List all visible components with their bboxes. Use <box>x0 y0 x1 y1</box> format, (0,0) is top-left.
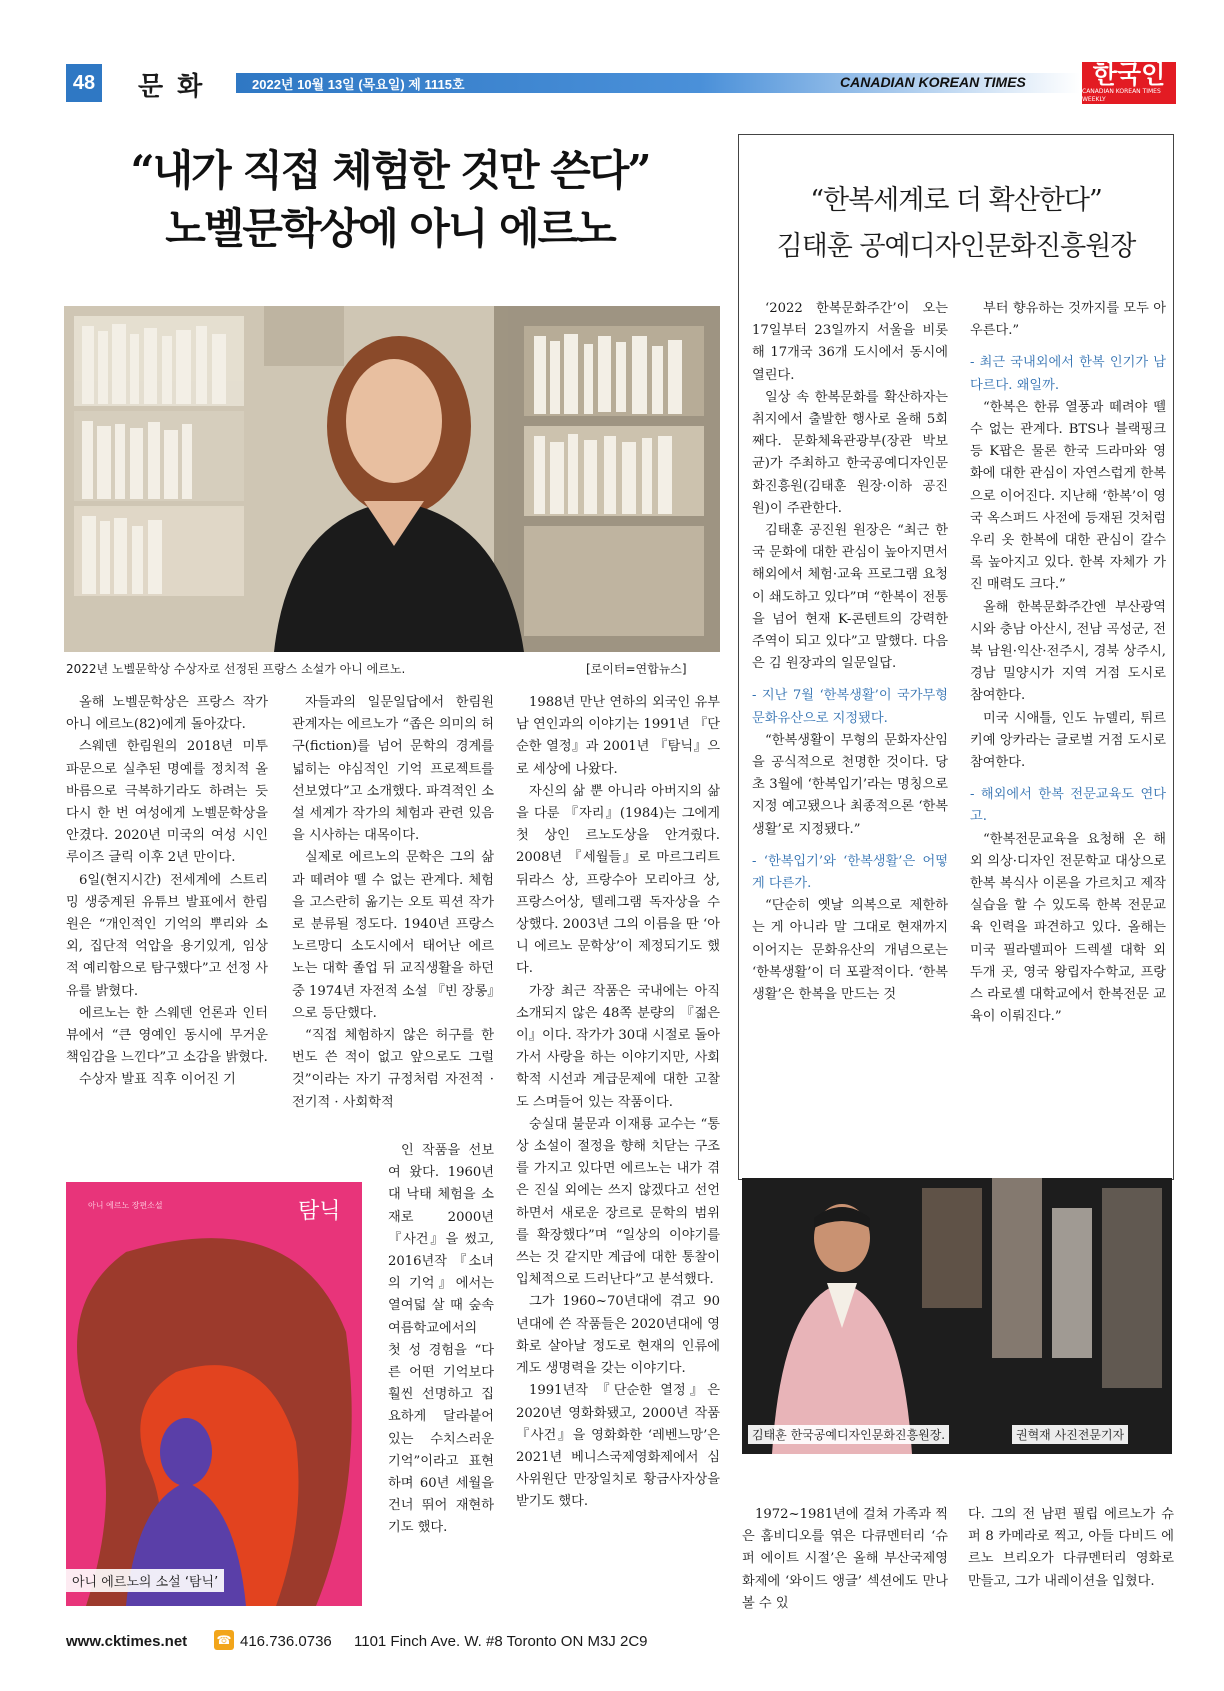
paragraph: 올해 한복문화주간엔 부산광역시와 충남 아산시, 전남 곡성군, 전북 남원·익산·전주시, 경북 상주시, 경남 밀양시가 지역 거점 도시로 참여한다. <box>970 599 1166 704</box>
book-cover-photo <box>66 1182 362 1606</box>
paragraph: 1972~1981년에 걸쳐 가족과 찍은 홈비디오를 엮은 다큐멘터리 ‘슈퍼 에이트 시절’은 올해 부산국제영화제에 ‘와이드 앵글’ 섹션에도 만나볼 수 있 <box>742 1507 948 1611</box>
footer-phone: 416.736.0736 <box>240 1633 332 1650</box>
paragraph: 부터 향유하는 것까지를 모두 아우른다.” <box>970 301 1166 339</box>
interview-question: - 지난 7월 ‘한복생활’이 국가무형문화유산으로 지정됐다. <box>752 688 948 726</box>
main-headline <box>60 142 720 258</box>
main-headline-line2: 노벨문학상에 아니 에르노 <box>165 204 615 253</box>
kim-photo-illustration <box>742 1178 1172 1454</box>
paragraph: 일상 속 한복문화를 확산하자는 취지에서 출발한 행사로 올해 5회째다. 문화체육관광부(장관 박보균)가 주최하고 한국공예디자인문화진흥원(김태훈 원장·이하 공진원)이 주관한다. <box>752 389 948 516</box>
paragraph: ‘2022 한복문화주간’이 오는 17일부터 23일까지 서울을 비롯해 17개국 36개 도시에서 동시에 열린다. <box>752 301 948 383</box>
side-headline <box>738 178 1174 270</box>
paragraph: 다. 그의 전 남편 필립 에르노가 슈퍼 8 카메라로 찍고, 아들 다비드 에르노 브리오가 다큐멘터리 영화로 만들고, 그가 내레이션을 입혔다. <box>968 1507 1174 1589</box>
interview-question: - 최근 국내외에서 한복 인기가 남다르다. 왜일까. <box>970 355 1166 393</box>
paragraph: 1988년 만난 연하의 외국인 유부남 연인과의 이야기는 1991년 『단순한 열정』과 2001년 『탐닉』으로 세상에 나왔다. <box>516 695 720 777</box>
main-article-bottom-right <box>968 1504 1174 1593</box>
paragraph: “단순히 옛날 의복으로 제한하는 게 아니라 말 그대로 현재까지 이어지는 문화유산의 개념으로는 ‘한복생활’이 더 포괄적이다. ‘한복생활’은 한복을 만드는 것 <box>752 898 948 1003</box>
book-cover-caption: 아니 에르노의 소설 ‘탐닉’ <box>66 1569 224 1592</box>
main-article-bottom-left <box>742 1504 948 1615</box>
paragraph: 그가 1960~70년대에 겪고 90년대에 쓴 작품들은 2020년대에 영화로 살아날 정도로 현재의 인류에게도 생명력을 갖는 이야기다. <box>516 1294 720 1377</box>
paragraph: 실제로 에르노의 문학은 그의 삶과 떼려야 뗄 수 없는 관계다. 체험을 고스란히 옮기는 오토 픽션 작가로 분류될 정도다. 1940년 프랑스 노르망디 소도시에서 태어난 에르노는 대학 졸업 뒤 교직생활을 하던 중 1974년 자전적 소설 『빈 장롱』으로 등단했다. <box>292 850 494 1021</box>
kim-photo <box>742 1178 1172 1454</box>
side-article-col-right <box>970 298 1166 1029</box>
book-cover-illustration <box>66 1182 362 1606</box>
kim-photo-caption: 김태훈 한국공예디자인문화진흥원장. <box>748 1425 949 1444</box>
main-article-col2-narrow <box>388 1140 494 1540</box>
main-headline-line1: “내가 직접 체험한 것만 쓴다” <box>130 146 650 195</box>
paper-logo <box>1082 62 1176 104</box>
author-photo-caption: 2022년 노벨문학상 수상자로 선정된 프랑스 소설가 아니 에르노. <box>66 662 406 676</box>
paragraph: 수상자 발표 직후 이어진 기 <box>79 1072 236 1088</box>
page-number: 48 <box>66 64 102 102</box>
paragraph: 인 작품을 선보여 왔다. 1960년대 낙태 체험을 소재로 2000년 『사건』을 썼고, 2016년작 『소녀의 기억』에서는 열여덟 살 때 숲속 여름학교에서의 첫 성 경험을 “다른 어떤 기억보다 훨씬 선명하고 집요하게 달라붙어 있는 수치스러운 기억”이라고 표현하며 60년 세월을 건너 뛰어 재현하기도 했다. <box>388 1143 494 1536</box>
issue-date: 2022년 10월 13일 (목요일) 제 1115호 <box>252 77 465 92</box>
main-article-col2 <box>292 692 494 1114</box>
paragraph: 6일(현지시간) 전세계에 스트리밍 생중계된 유튜브 발표에서 한림원은 “개인적인 기억의 뿌리와 소외, 집단적 억압을 용기있게, 임상적 예리함으로 탐구했다”고 선정 사유를 밝혔다. <box>66 872 268 999</box>
book-cover-title: 탐닉 <box>298 1199 341 1224</box>
paragraph: “직접 체험하지 않은 허구를 한 번도 쓴 적이 없고 앞으로도 그럴 것”이라는 자기 규정처럼 자전적 · 전기적 · 사회학적 <box>292 1028 494 1110</box>
paragraph: 김태훈 공진원 원장은 “최근 한국 문화에 대한 관심이 높아지면서 해외에서 체험·교육 프로그램 요청이 쇄도하고 있다”며 “한복이 전통을 넘어 현재 K-콘텐트의 강력한 주역이 되고 있다”고 말했다. 다음은 김 원장과의 일문일답. <box>752 523 948 672</box>
interview-question: - 해외에서 한복 전문교육도 연다고. <box>970 787 1166 825</box>
main-article-col1 <box>66 692 268 1092</box>
paragraph: 스웨덴 한림원의 2018년 미투 파문으로 실추된 명예를 정치적 올바름으로 극복하기라도 하려는 듯 다시 한 번 여성에게 노벨문학상을 안겼다. 2020년 미국의 여성 시인 루이즈 글릭 이후 2년 만이다. <box>66 739 268 866</box>
paragraph: 미국 시애틀, 인도 뉴델리, 튀르키예 앙카라는 글로벌 거점 도시로 참여한다. <box>970 710 1166 771</box>
paragraph: 자들과의 일문일답에서 한림원 관계자는 에르노가 “좁은 의미의 허구(fiction)를 넘어 문학의 경계를 넓히는 야심적인 기억 프로젝트를 선보였다”고 소개했다. 파격적인 소설 세계가 작가의 체험과 관련 있음을 시사하는 대목이다. <box>292 695 494 844</box>
phone-icon: ☎ <box>214 1630 234 1650</box>
footer-url[interactable]: www.cktimes.net <box>66 1633 188 1650</box>
section-title: 문화 <box>138 72 217 102</box>
author-photo-illustration <box>64 306 720 652</box>
paragraph: 가장 최근 작품은 국내에는 아직 소개되지 않은 48쪽 분량의 『젊은이』이다. 작가가 30대 시절로 돌아가서 사랑을 하는 이야기지만, 사회학적 시선과 계급문제에 대한 고찰도 스며들어 있는 작품이다. <box>516 983 720 1110</box>
svg-text:아니 에르노 장편소설: 아니 에르노 장편소설 <box>88 1201 163 1210</box>
paragraph: 에르노는 한 스웨덴 언론과 인터뷰에서 “큰 영예인 동시에 무거운 책임감을 느낀다”고 소감을 밝혔다. <box>66 1005 268 1066</box>
logo-text: 한국인 <box>1092 60 1166 89</box>
paper-name: CANADIAN KOREAN TIMES <box>840 74 1026 90</box>
author-photo-credit: [로이터=연합뉴스] <box>586 662 687 676</box>
paragraph: “한복은 한류 열풍과 떼려야 뗄 수 없는 관계다. BTS나 블랙핑크 등 K팝은 물론 한국 드라마와 영화에 대한 관심이 자연스럽게 한복으로 이어진다. 지난해 ‘한복’이 영국 옥스퍼드 사전에 등재된 것처럼 우리 옷 한복에 대한 관심이 갈수록 높아지고 있다. 한복 자체가 가진 매력도 크다.” <box>970 399 1166 593</box>
paragraph: 1991년작 『단순한 열정』은 2020년 영화화됐고, 2000년 작품 『사건』을 영화화한 ‘레벤느망’은 2021년 베니스국제영화제에서 심사위원단 만장일치로 황금사자상을 받기도 했다. <box>516 1383 720 1510</box>
author-photo <box>64 306 720 652</box>
interview-question: - ‘한복입기’와 ‘한복생활’은 어떻게 다른가. <box>752 853 948 892</box>
side-article-col-left <box>752 298 948 1006</box>
logo-subtext: CANADIAN KOREAN TIMES WEEKLY <box>1082 88 1161 103</box>
paragraph: “한복전문교육을 요청해 온 해외 의상·디자인 전문학교 대상으로 한복 복식사 이론을 가르치고 제작 실습을 할 수 있도록 한복 전문교육 인력을 파견하고 있다. 올해는 미국 필라델피아 드렉셀 대학 외 두개 곳, 영국 왕립자수학교, 프랑스 라로셸 대학교에서 한복전문 교육이 이뤄진다.” <box>970 831 1166 1025</box>
footer-address: 1101 Finch Ave. W. #8 Toronto ON M3J 2C9 <box>354 1633 648 1650</box>
paragraph: 숭실대 불문과 이재룡 교수는 “통상 소설이 절정을 향해 치닫는 구조를 가지고 있다면 에르노는 내가 겪은 진실 외에는 쓰지 않겠다고 선언하면서 새로운 장르로 문학의 범위를 확장했다”며 “일상의 이야기를 쓰는 것 같지만 계급에 대한 통찰이 입체적으로 드러난다”고 분석했다. <box>516 1116 720 1288</box>
paragraph: 자신의 삶 뿐 아니라 아버지의 삶을 다룬 『자리』(1984)는 그에게 첫 상인 르노도상을 안겨줬다. 2008년 『세월들』로 마르그리트 뒤라스 상, 프랑수아 모리아크 상, 프랑스어상, 텔레그램 독자상을 수상했다. 2003년 그의 이름을 딴 ‘아니 에르노 문학상’이 제정되기도 했다. <box>516 783 720 977</box>
paragraph: 올해 노벨문학상은 프랑스 작가 아니 에르노(82)에게 돌아갔다. <box>66 695 268 733</box>
kim-photo-credit: 권혁재 사진전문기자 <box>1012 1425 1128 1444</box>
paragraph: “한복생활이 무형의 문화자산임을 공식적으로 천명한 것이다. 당초 3월에 ‘한복입기’라는 명칭으로 지정 예고됐으나 최종적으론 ‘한복생활’로 지정됐다.” <box>752 732 948 837</box>
side-headline-line2: 김태훈 공예디자인문화진흥원장 <box>776 231 1136 262</box>
side-headline-line1: “한복세계로 더 확산한다” <box>810 185 1102 216</box>
main-article-col3 <box>516 692 720 1514</box>
